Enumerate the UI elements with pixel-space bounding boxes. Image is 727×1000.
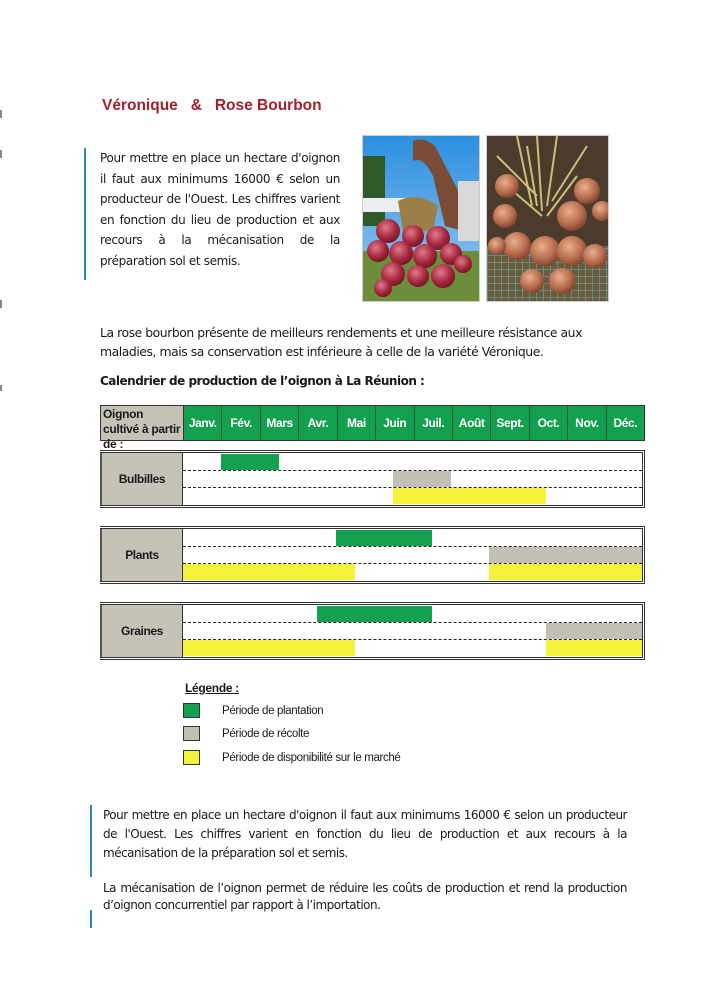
calendar-row-plants: [100, 526, 645, 584]
legend-swatch: [183, 750, 200, 765]
legend-item-plantation: [183, 703, 323, 718]
quote-bar: [84, 148, 86, 280]
month-header: Déc.: [607, 406, 644, 440]
period-bar-plantation: [336, 530, 432, 546]
period-bar-marche: [489, 564, 642, 580]
intro-paragraph: Pour mettre en place un hectare d'oignon il faut aux minimums 16000 € selon un producteur de l'Ouest. Les chiffres varient en fonction du lieu de production et aux recours à la mécanisation de la préparation sol et semis.: [100, 151, 340, 268]
calendar-row-bulbilles: [100, 450, 645, 508]
row-track: [183, 453, 642, 505]
row-label: Plants: [100, 529, 183, 581]
bottom-paragraph-2: La mécanisation de l’oignon permet de réduire les coûts de production et rend la production d’oignon concurrentiel par rapport à l’importation.: [103, 881, 627, 912]
calendar-title: Calendrier de production de l’oignon à La Réunion :: [100, 374, 425, 388]
period-bar-marche: [393, 488, 546, 504]
month-header: Juil.: [415, 406, 453, 440]
comparison-paragraph: La rose bourbon présente de meilleurs rendements et une meilleure résistance aux maladies, mais sa conservation est inférieure à celle de la variété Véronique.: [100, 325, 582, 359]
calendar-header-label: Oignon cultivé à partir de :: [101, 406, 184, 440]
period-bar-marche: [183, 640, 355, 656]
legend-label: Période de plantation: [222, 704, 324, 717]
month-header: Sept.: [491, 406, 529, 440]
onion-photo-left: [363, 136, 479, 301]
period-bar-plantation: [221, 454, 278, 470]
period-bar-plantation: [317, 606, 432, 622]
photo-veronique: [362, 135, 480, 302]
month-header: Fév.: [222, 406, 260, 440]
period-bar-recolte: [546, 623, 642, 639]
legend-swatch: [183, 726, 200, 741]
month-header: Juin: [376, 406, 414, 440]
legend-item-marche: [183, 750, 400, 765]
quote-bar: [90, 805, 92, 877]
row-label: Bulbilles: [100, 453, 183, 505]
calendar-row-graines: [100, 602, 645, 660]
row-label: Graines: [100, 605, 183, 657]
scan-mark: [0, 150, 2, 158]
month-header: Avr.: [299, 406, 337, 440]
row-track: [183, 529, 642, 581]
page-title: Véronique & Rose Bourbon: [102, 97, 322, 114]
month-header: Oct.: [530, 406, 568, 440]
legend-item-recolte: [183, 726, 309, 741]
period-bar-marche: [546, 640, 642, 656]
month-header: Janv.: [184, 406, 222, 440]
month-header: Mars: [261, 406, 299, 440]
legend-title: Légende :: [185, 681, 239, 695]
scan-mark: [0, 385, 2, 391]
bottom-paragraph-1: Pour mettre en place un hectare d'oignon il faut aux minimums 16000 € selon un producteur de l'Ouest. Les chiffres varient en fonction du lieu de production et aux recours à la mécanisation de la préparation sol et semis.: [103, 808, 627, 860]
onion-photo-right: [487, 136, 608, 301]
legend-label: Période de récolte: [222, 727, 310, 740]
period-bar-recolte: [393, 471, 450, 487]
month-header: Nov.: [568, 406, 606, 440]
row-track: [183, 605, 642, 657]
period-bar-recolte: [489, 547, 642, 563]
legend-label: Période de disponibilité sur le marché: [222, 751, 401, 764]
legend-swatch: [183, 703, 200, 718]
quote-bar: [90, 910, 92, 928]
scan-mark: [0, 300, 2, 308]
month-header: Mai: [338, 406, 376, 440]
month-header: Août: [453, 406, 491, 440]
period-bar-marche: [183, 564, 355, 580]
scan-mark: [0, 110, 2, 118]
calendar-header: [100, 405, 645, 451]
photo-rose-bourbon: [486, 135, 609, 302]
